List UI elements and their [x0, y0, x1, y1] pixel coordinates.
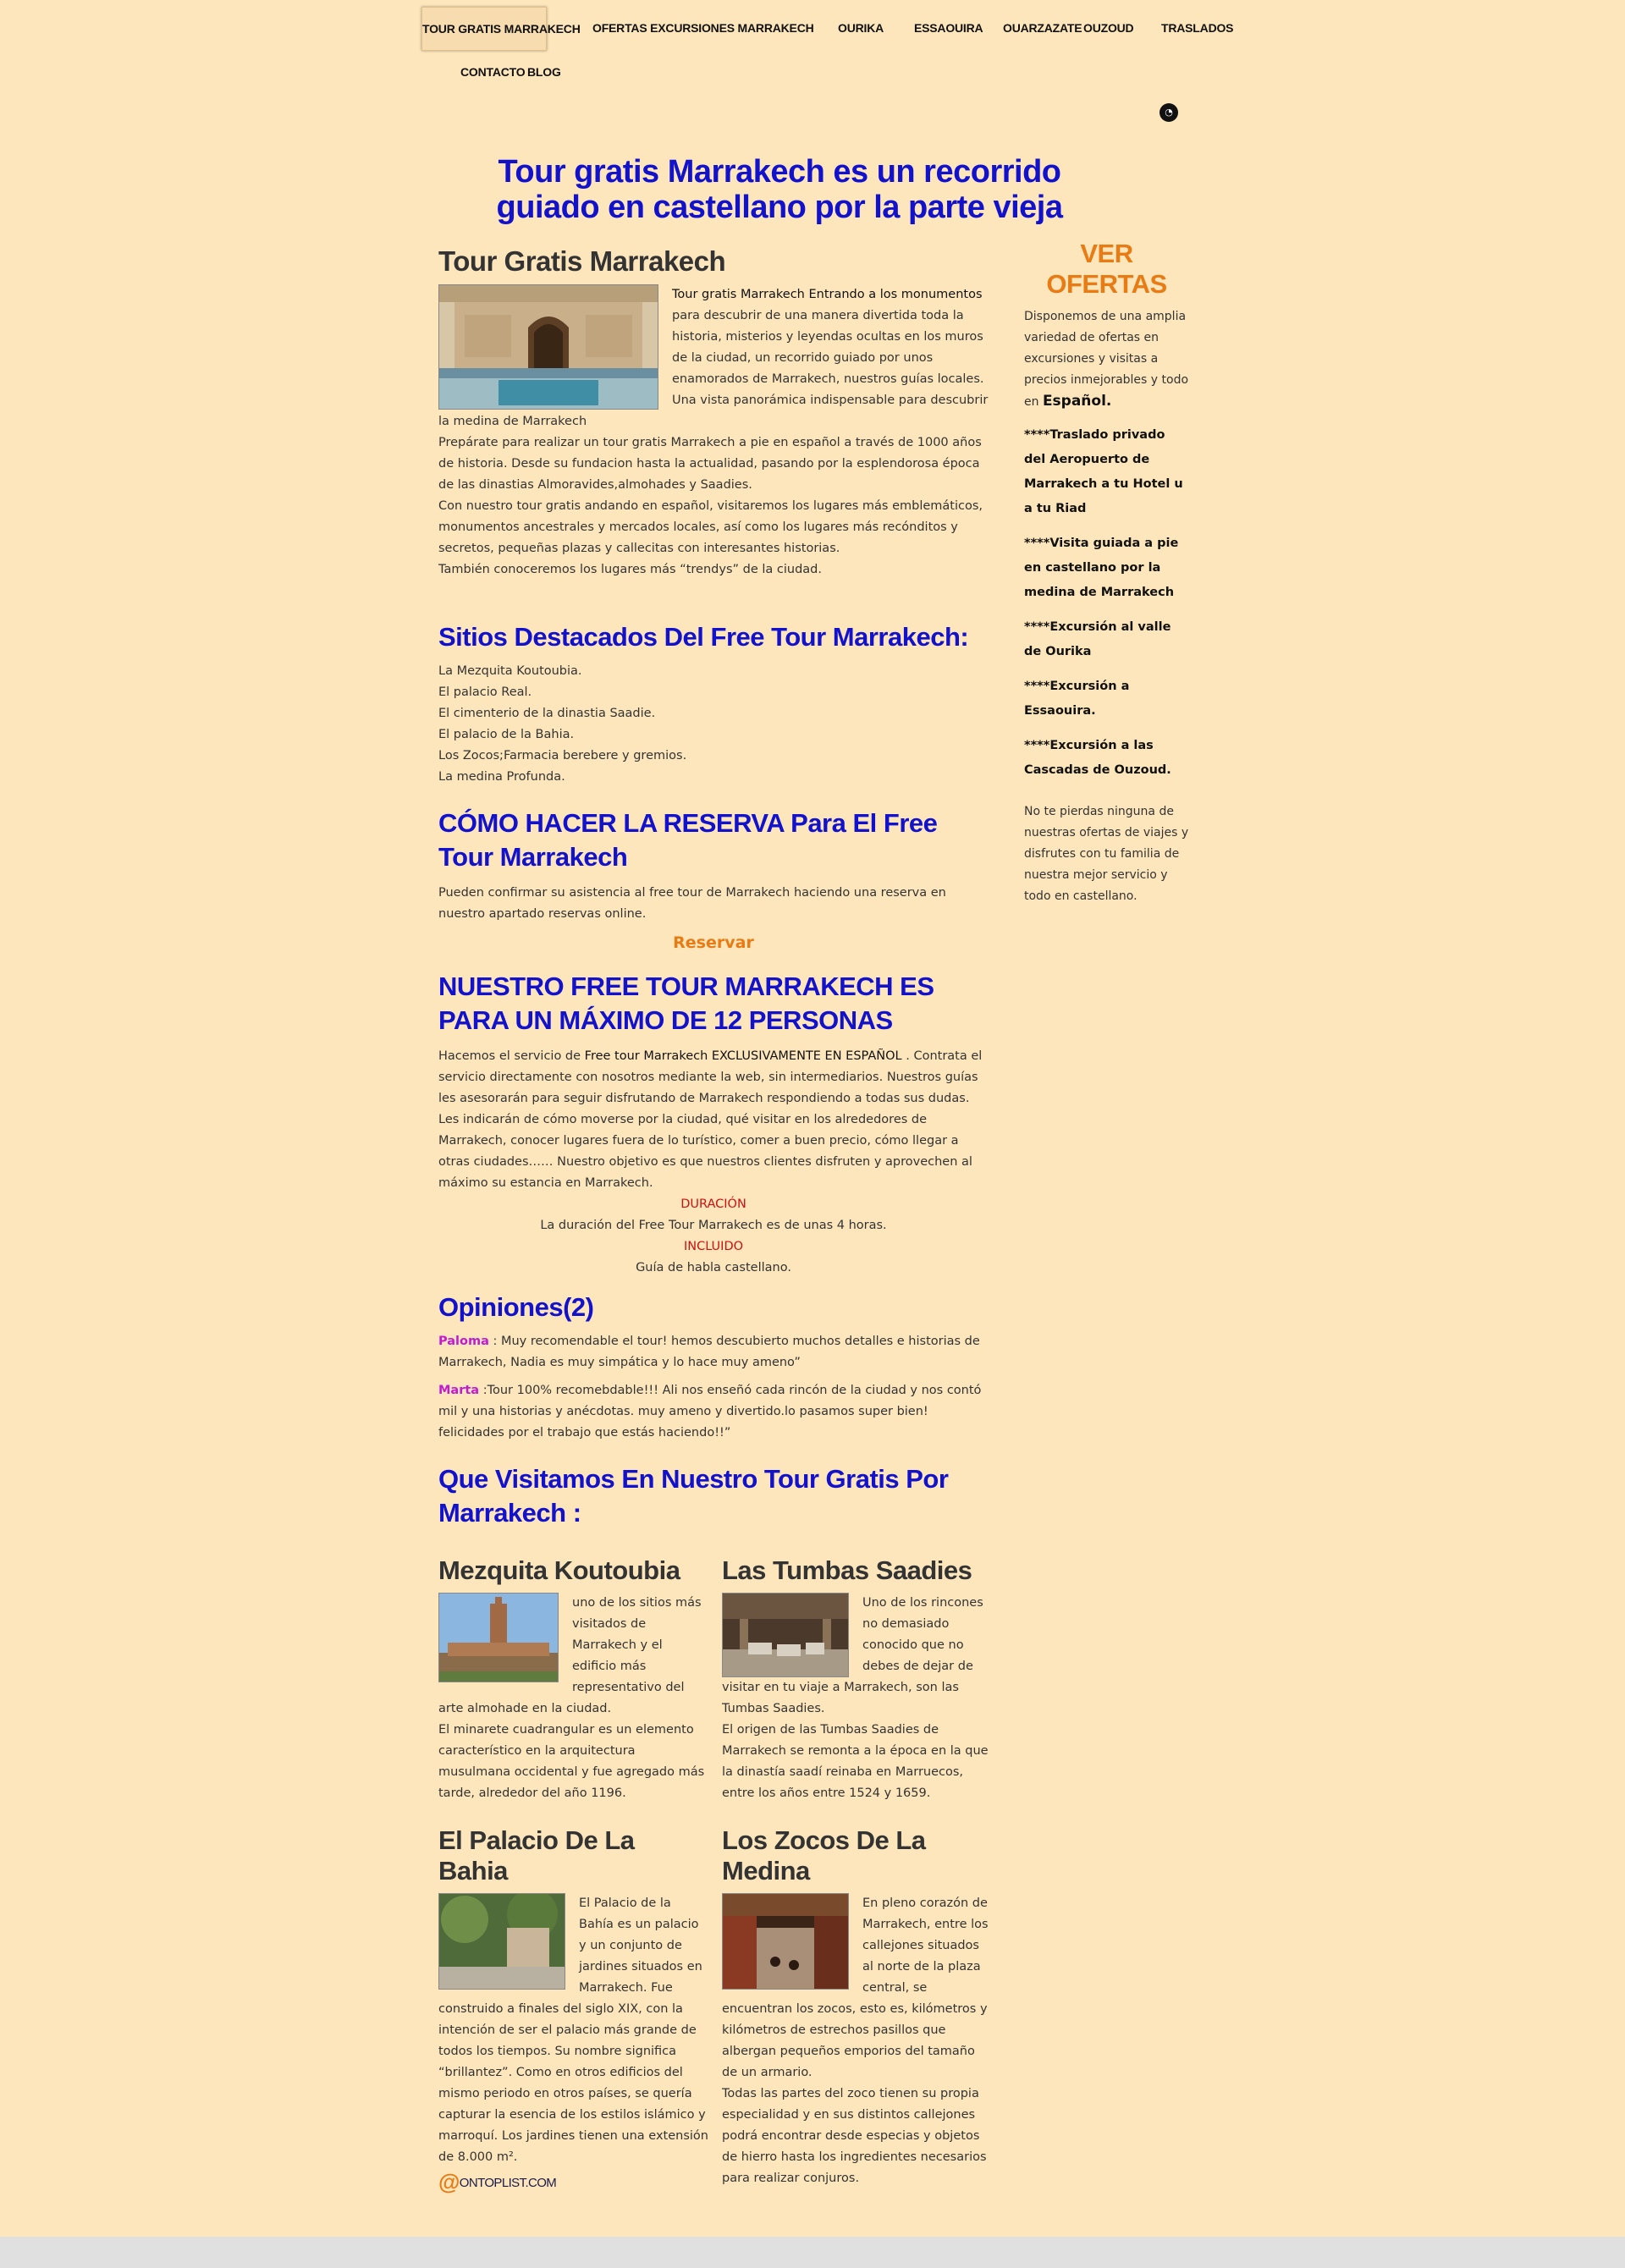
sidebar-offer[interactable]: ****Visita guiada a pie en castellano por la medina de Marrakech	[1024, 537, 1179, 599]
footer-bar	[0, 2237, 1625, 2268]
reservar-button[interactable]: Reservar	[673, 933, 754, 952]
card-text-2: El minarete cuadrangular es un elemento característico en la arquitectura musulmana occidental y fue agregado más tarde, alrededor del año 1196.	[438, 1723, 705, 1800]
maximo-heading: NUESTRO FREE TOUR MARRAKECH ES PARA UN MÁXIMO DE 12 PERSONAS	[438, 972, 934, 1035]
sidebar-offer[interactable]: ****Excursión a las Cascadas de Ouzoud.	[1024, 739, 1171, 777]
card-text-2: Todas las partes del zoco tienen su propia especialidad y en sus distintos callejones podrá encontrar desde especias y objetos de hierro hasta los ingredientes necesarios para realizar conjuros.	[722, 2087, 987, 2185]
sidebar-intro-bold: Español.	[1042, 393, 1112, 410]
card-tumbas	[722, 1555, 993, 1804]
intro-section	[438, 245, 989, 581]
card-koutoubia	[438, 1555, 709, 1804]
maximo-text-bold: Free tour Marrakech EXCLUSIVAMENTE EN ESPAÑOL	[584, 1049, 902, 1063]
maximo-text-end: . Contrata el servicio directamente con nosotros mediante la web, sin intermediarios. Nuestros guías les asesorarán para seguir disfrutando de Marrakech respondiendo a todas sus dudas. Les indicarán de cómo moverse por la ciudad, qué visitar en los alrededores de Marrakech, conocer lugares fuera de lo turístico, comer a buen precio, cómo llegar a otras ciudades…… Nuestro objetivo es que nuestros clientes disfruten y aprovechen al máximo su estancia en Marrakech.	[438, 1049, 983, 1190]
sidebar-intro-text: Disponemos de una amplia variedad de ofertas en excursiones y visitas a precios inmejorables y todo en	[1024, 310, 1189, 409]
opiniones-heading: Opiniones(2)	[438, 1292, 594, 1322]
sites-section	[438, 622, 989, 788]
maximo-text-start: Hacemos el servicio de	[438, 1049, 585, 1063]
madrasa-image	[438, 284, 658, 410]
sidebar-intro	[1024, 306, 1189, 413]
site-item: El cimenterio de la dinastia Saadie.	[438, 707, 656, 720]
review-author: Marta	[438, 1384, 480, 1397]
sidebar-offer[interactable]: ****Traslado privado del Aeropuerto de Marrakech a tu Hotel u a tu Riad	[1024, 428, 1183, 515]
sidebar-outro: No te pierdas ninguna de nuestras ofertas de viajes y disfrutes con tu familia de nuestra mejor servicio y todo en castellano.	[1024, 805, 1189, 903]
sidebar-offer[interactable]: ****Excursión a Essaouira.	[1024, 680, 1130, 718]
site-item: El palacio Real.	[438, 685, 532, 699]
tumbas-image	[722, 1593, 849, 1677]
review	[438, 1331, 989, 1373]
visitamos-heading: Que Visitamos En Nuestro Tour Gratis Por Marrakech :	[438, 1464, 949, 1528]
bahia-image	[438, 1893, 565, 1990]
intro-p3: También conoceremos los lugares más “trendys” de la ciudad.	[438, 563, 822, 576]
intro-lead-rest: para descubrir de una manera divertida toda la historia, misterios y leyendas ocultas en los muros de la ciudad, un recorrido guiado por unos enamorados de Marrakech, nuestros guías locales. Una vista panorámica indispensable para descubrir la medina de Marrakech	[438, 309, 989, 428]
intro-p1: Prepárate para realizar un tour gratis Marrakech a pie en español a través de 1000 años de historia. Desde su fundacion hasta la actualidad, pasando por la esplendorosa época de las dinastias Almoravides,almohades y Saadies.	[438, 436, 982, 492]
duracion-text: La duración del Free Tour Marrakech es de unas 4 horas.	[540, 1219, 887, 1232]
visitamos-section	[438, 1462, 989, 1530]
card-title: Mezquita Koutoubia	[438, 1555, 680, 1585]
reserva-section	[438, 806, 989, 952]
reserva-heading: CÓMO HACER LA RESERVA Para El Free Tour Marrakech	[438, 808, 938, 872]
review	[438, 1380, 989, 1444]
intro-heading: Tour Gratis Marrakech	[438, 245, 726, 277]
reserva-button-row	[438, 933, 989, 952]
badge-label: ONTOPLIST.COM	[459, 2176, 557, 2190]
at-icon: @	[438, 2169, 460, 2194]
site-item: El palacio de la Bahia.	[438, 728, 575, 741]
zocos-image	[722, 1893, 849, 1990]
intro-p2: Con nuestro tour gratis andando en español, visitaremos los lugares más emblemáticos, monumentos ancestrales y mercados locales, así como los lugares más recónditos y secretos, pequeñas plazas y callecitas con interesantes historias.	[438, 499, 983, 555]
incluido-text: Guía de habla castellano.	[636, 1261, 791, 1274]
maximo-text	[438, 1046, 989, 1194]
card-zocos	[722, 1825, 993, 2189]
review-text: :Tour 100% recomebdable!!! Ali nos enseñó cada rincón de la ciudad y nos contó mil y una historias y anécdotas. muy ameno y divertido.lo pasamos super bien! felicidades por el trabajo que estás haciendo!!”	[438, 1384, 982, 1440]
card-title: El Palacio De La Bahia	[438, 1825, 635, 1885]
opiniones-section	[438, 1292, 989, 1444]
card-text: Uno de los rincones no demasiado conocido que no debes de dejar de visitar en tu viaje a Marrakech, son las Tumbas Saadies.	[722, 1596, 983, 1715]
card-text: En pleno corazón de Marrakech, entre los callejones situados al norte de la plaza central, se encuentran los zocos, esto es, kilómetros y kilómetros de estrechos pasillos que albergan pequeños emporios del tamaño de un armario.	[722, 1896, 989, 2079]
site-item: La Mezquita Koutoubia.	[438, 664, 582, 678]
site-item: La medina Profunda.	[438, 770, 565, 784]
card-bahia	[438, 1825, 709, 2168]
koutoubia-image	[438, 1593, 559, 1682]
rss-icon[interactable]: ◔	[1160, 103, 1178, 122]
sidebar	[1024, 239, 1189, 907]
sites-heading: Sitios Destacados Del Free Tour Marrakech:	[438, 622, 969, 652]
page-title: Tour gratis Marrakech es un recorrido guiado en castellano por la parte vieja	[496, 154, 1063, 225]
maximo-section	[438, 970, 989, 1279]
card-text: El Palacio de la Bahía es un palacio y un conjunto de jardines situados en Marrakech. Fue construido a finales del siglo XIX, con la intención de ser el palacio más grande de todos los tiempos. Su nombre significa “brillantez”. Como en otros edificios del mismo periodo en otros países, se quería capturar la esencia de los estilos islámico y marroquí. Los jardines tienen una extensión de 8.000 m².	[438, 1896, 708, 2164]
site-item: Los Zocos;Farmacia berebere y gremios.	[438, 749, 687, 762]
sidebar-heading: VER OFERTAS	[1046, 239, 1167, 299]
card-text: uno de los sitios más visitados de Marrakech y el edificio más representativo del arte almohade en la ciudad.	[438, 1596, 702, 1715]
reserva-text: Pueden confirmar su asistencia al free tour de Marrakech haciendo una reserva en nuestro apartado reservas online.	[438, 886, 946, 921]
card-title: Los Zocos De La Medina	[722, 1825, 926, 1885]
card-text-2: El origen de las Tumbas Saadies de Marrakech se remonta a la época en la que la dinastía saadí reinaba en Marruecos, entre los años entre 1524 y 1659.	[722, 1723, 989, 1800]
sidebar-offer[interactable]: ****Excursión al valle de Ourika	[1024, 620, 1171, 658]
nav-tour-gratis[interactable]: TOUR GRATIS MARRAKECH	[421, 7, 547, 51]
duracion-label: DURACIÓN	[680, 1197, 746, 1211]
ontoplist-badge[interactable]	[438, 2169, 556, 2195]
incluido-label: INCLUIDO	[683, 1240, 744, 1253]
review-text: : Muy recomendable el tour! hemos descubierto muchos detalles e historias de Marrakech, Nadia es muy simpática y lo hace muy ameno”	[438, 1335, 980, 1369]
intro-lead-bold: Tour gratis Marrakech Entrando a los monumentos	[672, 288, 983, 301]
review-author: Paloma	[438, 1335, 489, 1348]
card-title: Las Tumbas Saadies	[722, 1555, 972, 1585]
